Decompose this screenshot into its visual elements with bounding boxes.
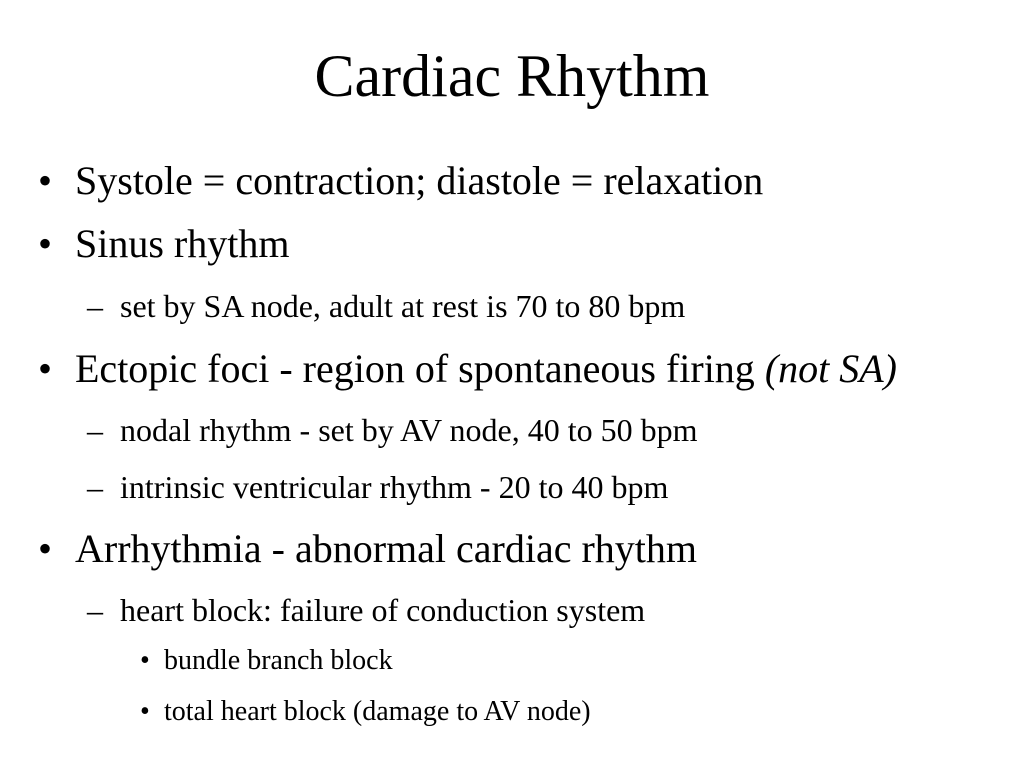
bullet-text: Sinus rhythm	[75, 221, 290, 266]
sub-item-text: intrinsic ventricular rhythm - 20 to 40 bpm	[120, 469, 669, 505]
bullet-marker: •	[38, 526, 53, 571]
bullet-marker: •	[140, 645, 150, 676]
bullet-text: Systole = contraction; diastole = relaxation	[75, 158, 764, 203]
sub-item-text: nodal rhythm - set by AV node, 40 to 50 bpm	[120, 412, 698, 448]
sub-item-text: heart block: failure of conduction system	[120, 592, 646, 628]
slide-title: Cardiac Rhythm	[314, 43, 710, 109]
bullet-marker: •	[38, 221, 53, 266]
dash-marker: –	[87, 592, 103, 628]
dash-marker: –	[87, 412, 103, 448]
bullet-marker: •	[38, 158, 53, 203]
bullet-marker: •	[140, 696, 150, 727]
bullet-emphasis: (not SA)	[764, 346, 897, 391]
bullet-marker: •	[38, 346, 53, 391]
bullet-text: Arrhythmia - abnormal cardiac rhythm	[75, 526, 697, 571]
dash-marker: –	[87, 288, 103, 324]
dash-marker: –	[87, 469, 103, 505]
sub-sub-item-text: bundle branch block	[164, 645, 393, 676]
bullet-text: Ectopic foci - region of spontaneous firing	[75, 346, 765, 391]
bullet-text-ectopic	[75, 344, 897, 394]
sub-item-text: set by SA node, adult at rest is 70 to 80 bpm	[120, 288, 686, 324]
sub-sub-item-text: total heart block (damage to AV node)	[164, 696, 591, 727]
